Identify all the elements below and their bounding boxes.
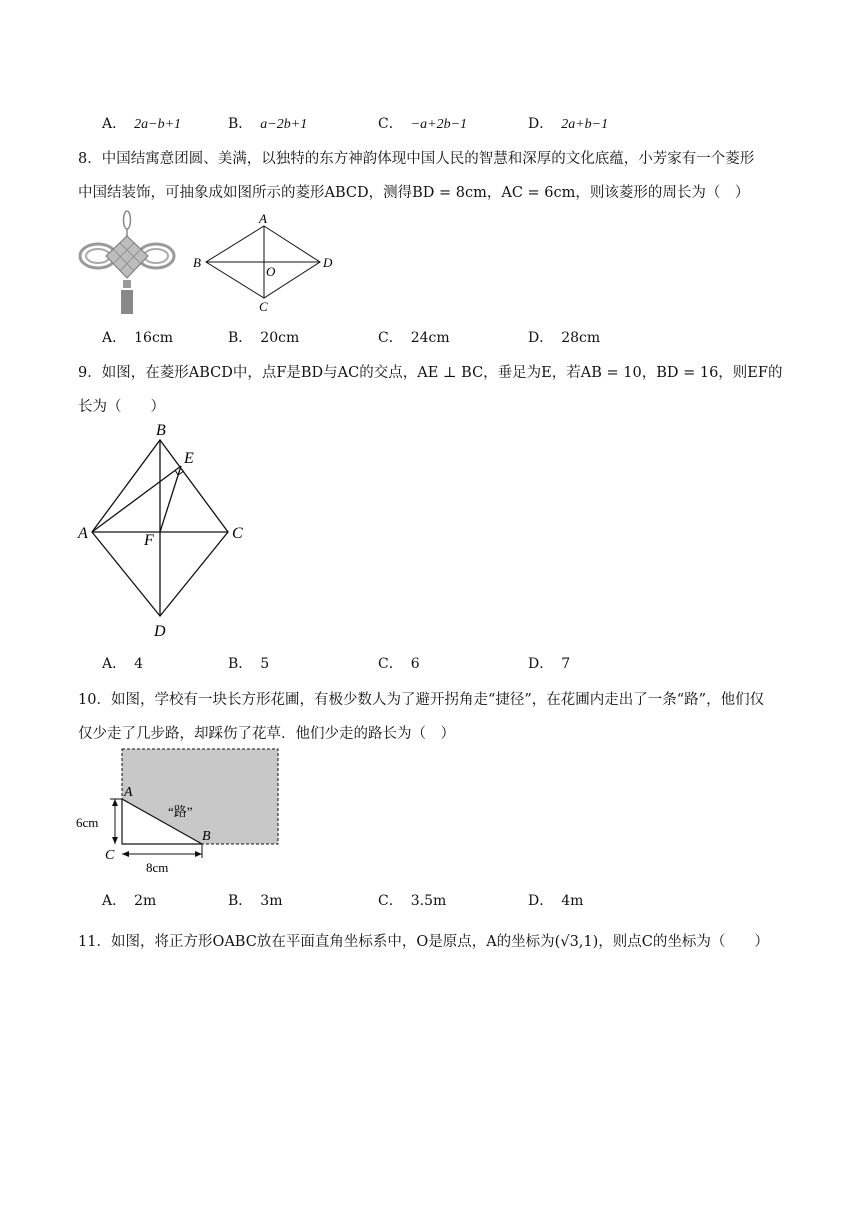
q9-option-a[interactable]: A． 4 bbox=[102, 656, 144, 672]
chinese-knot-image bbox=[76, 208, 186, 318]
q8-option-b[interactable]: B． 20cm bbox=[228, 330, 300, 346]
q8-label-c: C bbox=[259, 299, 268, 314]
q10-option-d[interactable]: D． 4m bbox=[528, 893, 584, 909]
q7-option-b[interactable]: B． a−2b+1 bbox=[228, 116, 308, 132]
q8-option-d[interactable]: D． 28cm bbox=[528, 330, 601, 346]
q8-text-line1: 8．中国结寓意团圆、美满，以独特的东方神韵体现中国人民的智慧和深厚的文化底蕴，小芳家有一个菱形 bbox=[78, 151, 755, 167]
q10-option-b[interactable]: B． 3m bbox=[228, 893, 283, 909]
q10-label-b: B bbox=[202, 829, 211, 844]
q9-option-d[interactable]: D． 7 bbox=[528, 656, 571, 672]
q10-garden-figure bbox=[74, 744, 284, 880]
q10-label-cb-length: 8cm bbox=[146, 860, 169, 875]
q8-rhombus-figure bbox=[188, 210, 348, 314]
q9-label-e: E bbox=[184, 450, 194, 467]
q7-option-a[interactable]: A． 2a−b+1 bbox=[102, 116, 182, 132]
q9-label-d: D bbox=[154, 623, 166, 640]
q9-text-line2: 长为（ ） bbox=[78, 399, 165, 415]
q8-text-line2: 中国结装饰，可抽象成如图所示的菱形ABCD，测得BD = 8cm，AC = 6cm，则该菱形的周长为（ ） bbox=[78, 185, 750, 201]
q9-label-c: C bbox=[232, 525, 243, 542]
q7-option-d[interactable]: D． 2a+b−1 bbox=[528, 116, 609, 132]
q8-option-c[interactable]: C． 24cm bbox=[378, 330, 450, 346]
q10-label-road: “路” bbox=[168, 804, 193, 819]
q10-label-c: C bbox=[105, 848, 115, 863]
q9-option-c[interactable]: C． 6 bbox=[378, 656, 420, 672]
q9-label-b: B bbox=[156, 422, 166, 439]
q8-label-b: B bbox=[193, 255, 201, 270]
q11-text-line1: 11．如图，将正方形OABC放在平面直角坐标系中，O是原点，A的坐标为(√3,1)，则点C的坐标为（ ） bbox=[78, 934, 769, 950]
q9-rhombus-figure bbox=[74, 418, 254, 644]
q10-label-a: A bbox=[124, 785, 133, 800]
q8-label-d: D bbox=[323, 255, 333, 270]
q9-options bbox=[102, 653, 802, 675]
q10-text-line2: 仅少走了几步路，却踩伤了花草．他们少走的路长为（ ） bbox=[78, 726, 455, 742]
q9-label-a: A bbox=[78, 525, 88, 542]
q8-label-o: O bbox=[266, 264, 276, 279]
q8-label-a: A bbox=[259, 211, 267, 226]
q10-options bbox=[102, 890, 802, 912]
q7-options bbox=[102, 113, 802, 135]
q9-option-b[interactable]: B． 5 bbox=[228, 656, 270, 672]
q10-label-ac-length: 6cm bbox=[76, 815, 99, 830]
q8-option-a[interactable]: A． 16cm bbox=[102, 330, 174, 346]
q8-options bbox=[102, 327, 802, 349]
q10-option-a[interactable]: A． 2m bbox=[102, 893, 157, 909]
q9-text-line1: 9．如图，在菱形ABCD中，点F是BD与AC的交点，AE ⊥ BC，垂足为E，若AB = 10，BD = 16，则EF的 bbox=[78, 365, 783, 381]
q7-option-c[interactable]: C． −a+2b−1 bbox=[378, 116, 468, 132]
q10-text-line1: 10．如图，学校有一块长方形花圃，有极少数人为了避开拐角走“捷径”，在花圃内走出了一条“路”，他们仅 bbox=[78, 692, 765, 708]
q10-option-c[interactable]: C． 3.5m bbox=[378, 893, 447, 909]
q9-label-f: F bbox=[144, 532, 154, 549]
